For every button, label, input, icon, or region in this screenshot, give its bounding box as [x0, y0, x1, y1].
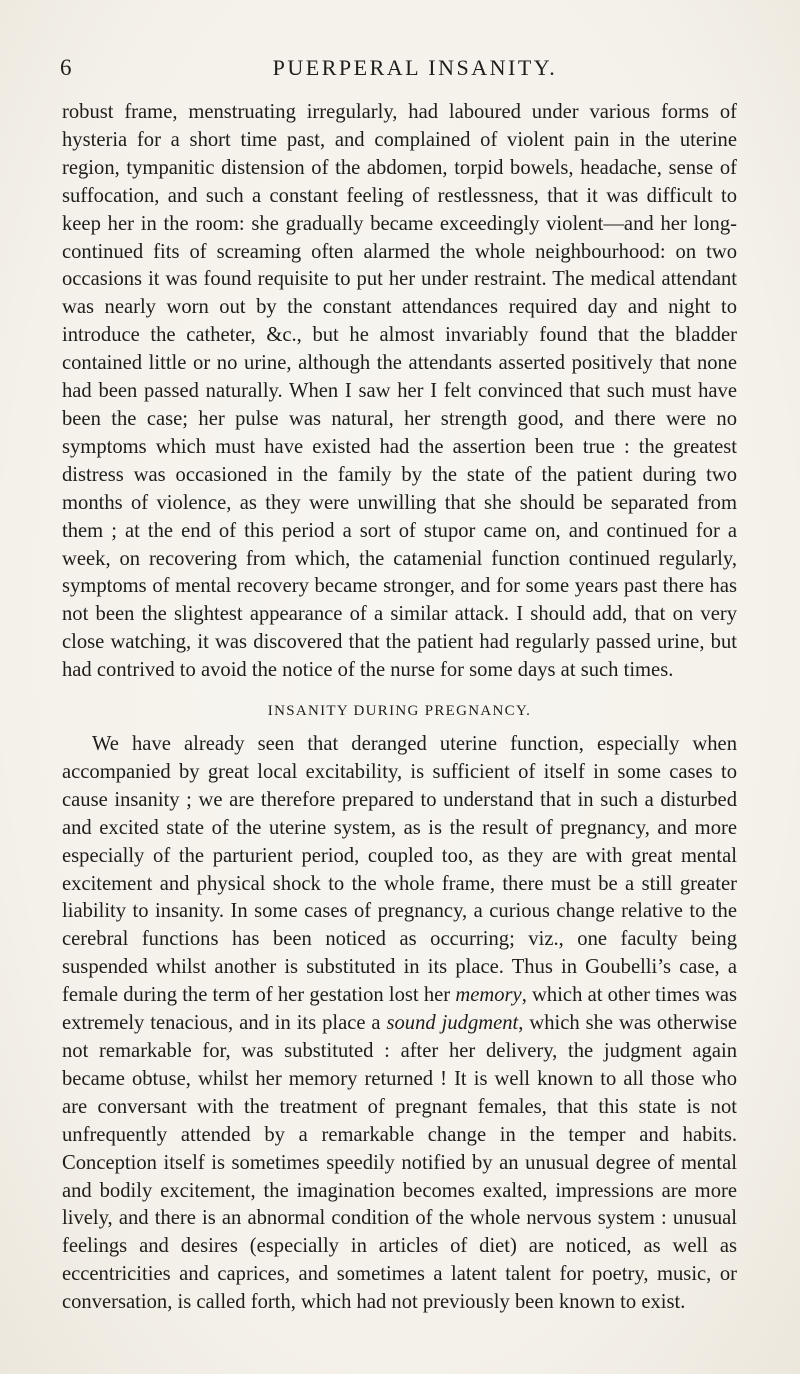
paragraph-continuation: robust frame, menstruating irregularly, had laboured under various forms of hysteria for a short time past, and complained of violent pain in the uterine region, tympanitic distension of the abdomen, torpid bowels, headache, sense of suffocation, and such a constant feeling of restlessness, that it was difficult to keep her in the room: she gradually became exceedingly violent—and her long-continued fits of screaming often alarmed the whole neighbourhood: on two occasions it was found requisite to put her under restraint. The medical attendant was nearly worn out by the constant attendances required day and night to introduce the catheter, &c., but he almost invariably found that the bladder contained little or no urine, although the attendants asserted positively that none had been passed naturally. When I saw her I felt convinced that such must have been the case; her pulse was natural, her strength good, and there were no symptoms which must have existed had the assertion been true : the greatest distress was occasioned in the family by the state of the patient during two months of violence, as they were unwilling that she should be separated from them ; at the end of this period a sort of stupor came on, and continued for a week, on recovering from which, the catamenial function continued regularly, symptoms of mental recovery became stronger, and for some years past there has not been the slightest appearance of a similar attack. I should add, that on very close watching, it was discovered that the patient had regularly passed urine, but had contrived to avoid the notice of the nurse for some days at such times. — [62, 101, 737, 682]
paragraph-text: We have already seen that deranged uterine function, especially when accompanied by great local excitability, is sufficient of itself in some cases to cause insanity ; we are therefore prepared to understand that in such a disturbed and excited state of the uterine system, as is the result of pregnancy, and more especially of the parturient period, coupled too, as they are with great mental excitement and physical shock to the whole frame, there must be a still greater liability to insanity. In some cases of pregnancy, a curious change relative to the cerebral functions has been noticed as occurring; viz., one faculty being suspended whilst another is substituted in its place. Thus in Goubelli’s case, a female during the term of her gestation lost her — [62, 733, 737, 1007]
paragraph-text: , which at other times was extremely tenacious, and in its place a — [62, 984, 737, 1035]
italic-term-sound-judgment: sound judgment — [386, 1012, 519, 1035]
paragraph-text: , which she was otherwise not remarkable for, was substituted : after her delivery, the judgment again became obtuse, whilst her memory returned ! It is well known to all those who are conversant with the treatment of pregnant females, that this state is not unfrequently attended by a remarkable change in the temper and habits. Conception itself is sometimes speedily notified by an unusual degree of mental and bodily excitement, the imagination becomes exalted, impressions are more lively, and there is an abnormal condition of the whole nervous system : unusual feelings and desires (especially in articles of diet) are noticed, as well as eccentricities and caprices, and sometimes a latent talent for poetry, music, or conversation, is called forth, which had not previously been known to exist. — [62, 1012, 737, 1314]
running-title: PUERPERAL INSANITY. — [272, 55, 558, 80]
italic-term-memory: memory — [455, 984, 522, 1007]
page-number: 6 — [60, 55, 73, 80]
section-heading: INSANITY DURING PREGNANCY. — [267, 703, 532, 720]
page-header — [60, 55, 740, 91]
body-text — [62, 99, 737, 1317]
paragraph-pregnancy — [62, 731, 737, 1317]
